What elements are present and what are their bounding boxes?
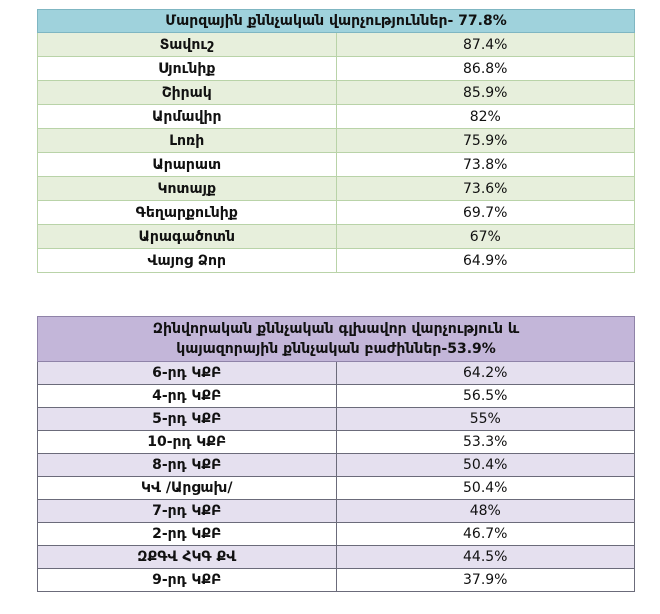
table-row: [38, 225, 635, 249]
table-row: [38, 454, 635, 477]
table-row: [38, 500, 635, 523]
military-departments-table: [37, 316, 635, 592]
table2-header-line2: կայազորային քննչական բաժիններ-53.9%: [176, 341, 496, 357]
region-value: 85.9%: [336, 81, 635, 105]
table-row: [38, 362, 635, 385]
region-value: 67%: [336, 225, 635, 249]
department-value: 64.2%: [336, 362, 635, 385]
table-row: [38, 477, 635, 500]
table-row: [38, 177, 635, 201]
table-row: [38, 523, 635, 546]
table-row: [38, 385, 635, 408]
region-name: Արմավիր: [38, 105, 337, 129]
department-name: ԶՔԳՎ ՀԿԳ ՔՎ: [38, 546, 337, 569]
region-name: Լոռի: [38, 129, 337, 153]
department-value: 50.4%: [336, 477, 635, 500]
table-row: [38, 33, 635, 57]
department-name: 10-րդ ԿՔԲ: [38, 431, 337, 454]
region-value: 82%: [336, 105, 635, 129]
region-name: Գեղարքունիք: [38, 201, 337, 225]
table-row: [38, 569, 635, 592]
department-name: 7-րդ ԿՔԲ: [38, 500, 337, 523]
region-value: 64.9%: [336, 249, 635, 273]
department-value: 46.7%: [336, 523, 635, 546]
table-row: [38, 408, 635, 431]
region-value: 69.7%: [336, 201, 635, 225]
department-value: 55%: [336, 408, 635, 431]
table-row: [38, 431, 635, 454]
department-value: 44.5%: [336, 546, 635, 569]
department-name: 8-րդ ԿՔԲ: [38, 454, 337, 477]
region-value: 86.8%: [336, 57, 635, 81]
department-name: ԿՎ /Արցախ/: [38, 477, 337, 500]
department-value: 56.5%: [336, 385, 635, 408]
department-value: 48%: [336, 500, 635, 523]
department-value: 53.3%: [336, 431, 635, 454]
department-name: 6-րդ ԿՔԲ: [38, 362, 337, 385]
department-name: 5-րդ ԿՔԲ: [38, 408, 337, 431]
table-row: [38, 81, 635, 105]
region-value: 73.6%: [336, 177, 635, 201]
region-name: Տավուշ: [38, 33, 337, 57]
table1-header: Մարզային քննչական վարչություններ- 77.8%: [38, 10, 635, 33]
region-name: Արագածոտն: [38, 225, 337, 249]
table-row: [38, 57, 635, 81]
region-name: Վայոց Ձոր: [38, 249, 337, 273]
region-name: Կոտայք: [38, 177, 337, 201]
table-row: [38, 153, 635, 177]
department-name: 2-րդ ԿՔԲ: [38, 523, 337, 546]
table-row: [38, 201, 635, 225]
table-row: [38, 105, 635, 129]
region-name: Շիրակ: [38, 81, 337, 105]
region-value: 73.8%: [336, 153, 635, 177]
table2-header: [38, 317, 635, 362]
region-value: 87.4%: [336, 33, 635, 57]
department-value: 37.9%: [336, 569, 635, 592]
region-value: 75.9%: [336, 129, 635, 153]
table-row: [38, 249, 635, 273]
table-row: [38, 546, 635, 569]
region-name: Արարատ: [38, 153, 337, 177]
regional-departments-table: [37, 9, 635, 273]
table2-header-line1: Զինվորական քննչական գլխավոր վարչություն և: [152, 321, 520, 337]
department-name: 4-րդ ԿՔԲ: [38, 385, 337, 408]
region-name: Սյունիք: [38, 57, 337, 81]
table-row: [38, 129, 635, 153]
department-name: 9-րդ ԿՔԲ: [38, 569, 337, 592]
department-value: 50.4%: [336, 454, 635, 477]
